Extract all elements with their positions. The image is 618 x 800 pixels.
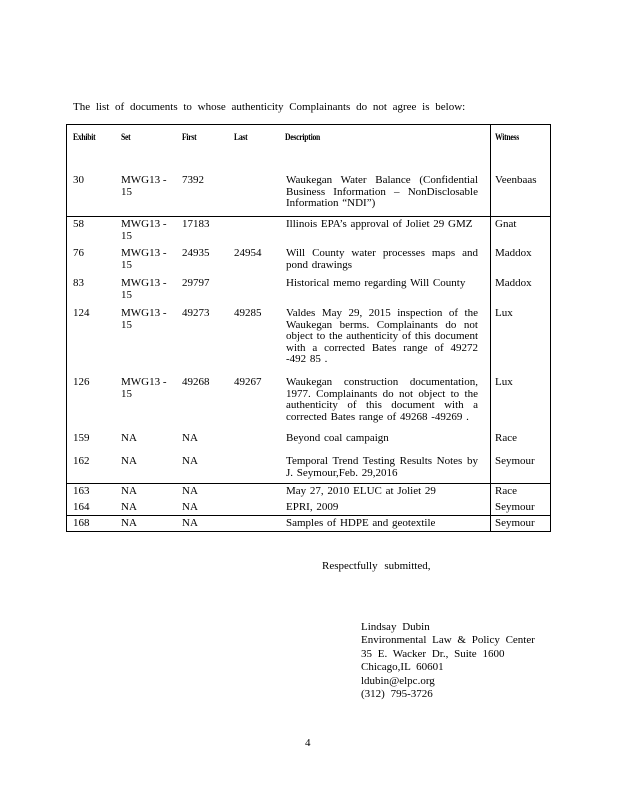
header-exhibit: Exhibit — [73, 132, 96, 142]
cell-last: 24954 — [234, 247, 262, 259]
cell-first: NA — [182, 501, 198, 513]
cell-first: 49273 — [182, 307, 210, 319]
signer-email: ldubin@elpc.org — [361, 674, 435, 687]
cell-exhibit: 58 — [73, 218, 84, 230]
cell-description: Samples of HDPE and geotextile — [286, 517, 436, 529]
closing-text: Respectfully submitted, — [322, 560, 431, 572]
cell-set: NA — [121, 432, 137, 444]
cell-exhibit: 164 — [73, 501, 90, 513]
cell-exhibit: 76 — [73, 247, 84, 259]
cell-witness: Lux — [495, 307, 513, 319]
cell-exhibit: 126 — [73, 376, 90, 388]
header-last: Last — [234, 132, 248, 142]
cell-set: MWG13 - 15 — [121, 376, 167, 400]
cell-first: 49268 — [182, 376, 210, 388]
cell-set: MWG13 - 15 — [121, 307, 167, 331]
cell-description: Illinois EPA’s approval of Joliet 29 GMZ — [286, 218, 473, 230]
cell-first: 24935 — [182, 247, 210, 259]
cell-witness: Race — [495, 432, 517, 444]
cell-exhibit: 162 — [73, 455, 90, 467]
signer-city: Chicago,IL 60601 — [361, 661, 444, 674]
header-description: Description — [285, 132, 321, 142]
cell-witness: Gnat — [495, 218, 517, 230]
cell-exhibit: 30 — [73, 174, 84, 186]
header-witness: Witness — [495, 132, 520, 142]
cell-first: 17183 — [182, 218, 210, 230]
cell-set: NA — [121, 485, 137, 497]
cell-set: NA — [121, 455, 137, 467]
cell-first: NA — [182, 432, 198, 444]
cell-description: Will County water processes maps and pond drawings — [286, 247, 478, 271]
signer-organization: Environmental Law & Policy Center — [361, 634, 535, 647]
row-divider — [66, 515, 551, 516]
cell-exhibit: 163 — [73, 485, 90, 497]
intro-text: The list of documents to whose authenticity Complainants do not agree is below: — [73, 101, 466, 113]
cell-set: MWG13 - 15 — [121, 174, 167, 198]
cell-exhibit: 83 — [73, 277, 84, 289]
cell-set: MWG13 - 15 — [121, 218, 167, 242]
cell-witness: Maddox — [495, 277, 532, 289]
cell-first: NA — [182, 517, 198, 529]
cell-witness: Maddox — [495, 247, 532, 259]
cell-witness: Veenbaas — [495, 174, 537, 186]
signer-phone: (312) 795-3726 — [361, 688, 433, 701]
cell-first: NA — [182, 455, 198, 467]
header-set: Set — [121, 132, 131, 142]
cell-exhibit: 168 — [73, 517, 90, 529]
signer-name: Lindsay Dubin — [361, 621, 430, 633]
cell-description: Beyond coal campaign — [286, 432, 389, 444]
cell-set: NA — [121, 501, 137, 513]
signer-address: 35 E. Wacker Dr., Suite 1600 — [361, 647, 505, 660]
cell-witness: Race — [495, 485, 517, 497]
column-divider — [490, 124, 491, 532]
cell-witness: Lux — [495, 376, 513, 388]
row-divider — [66, 216, 551, 217]
cell-description: May 27, 2010 ELUC at Joliet 29 — [286, 485, 436, 497]
page-number: 4 — [305, 737, 311, 749]
row-divider — [66, 483, 551, 484]
cell-description: Waukegan construction documentation, 1977. Complainants do not object to the authenticity of this document with a corrected Bates range of 49268 -49269 . — [286, 376, 478, 423]
cell-witness: Seymour — [495, 455, 535, 467]
cell-exhibit: 159 — [73, 432, 90, 444]
cell-first: NA — [182, 485, 198, 497]
cell-last: 49285 — [234, 307, 262, 319]
cell-first: 7392 — [182, 174, 204, 186]
cell-description: EPRI, 2009 — [286, 501, 339, 513]
cell-description: Temporal Trend Testing Results Notes by J. Seymour,Feb. 29,2016 — [286, 455, 478, 479]
signature-block — [361, 621, 535, 701]
cell-last: 49267 — [234, 376, 262, 388]
cell-description: Waukegan Water Balance (Confidential Business Information – NonDisclosable Information “NDI”) — [286, 174, 478, 209]
cell-description: Historical memo regarding Will County — [286, 277, 466, 289]
cell-exhibit: 124 — [73, 307, 90, 319]
cell-set: MWG13 - 15 — [121, 277, 167, 301]
header-first: First — [182, 132, 197, 142]
cell-witness: Seymour — [495, 517, 535, 529]
cell-first: 29797 — [182, 277, 210, 289]
cell-description: Valdes May 29, 2015 inspection of the Waukegan berms. Complainants do not object to the authenticity of this document with a corrected Bates range of 49272 -492 85 . — [286, 307, 478, 365]
cell-witness: Seymour — [495, 501, 535, 513]
cell-set: MWG13 - 15 — [121, 247, 167, 271]
cell-set: NA — [121, 517, 137, 529]
